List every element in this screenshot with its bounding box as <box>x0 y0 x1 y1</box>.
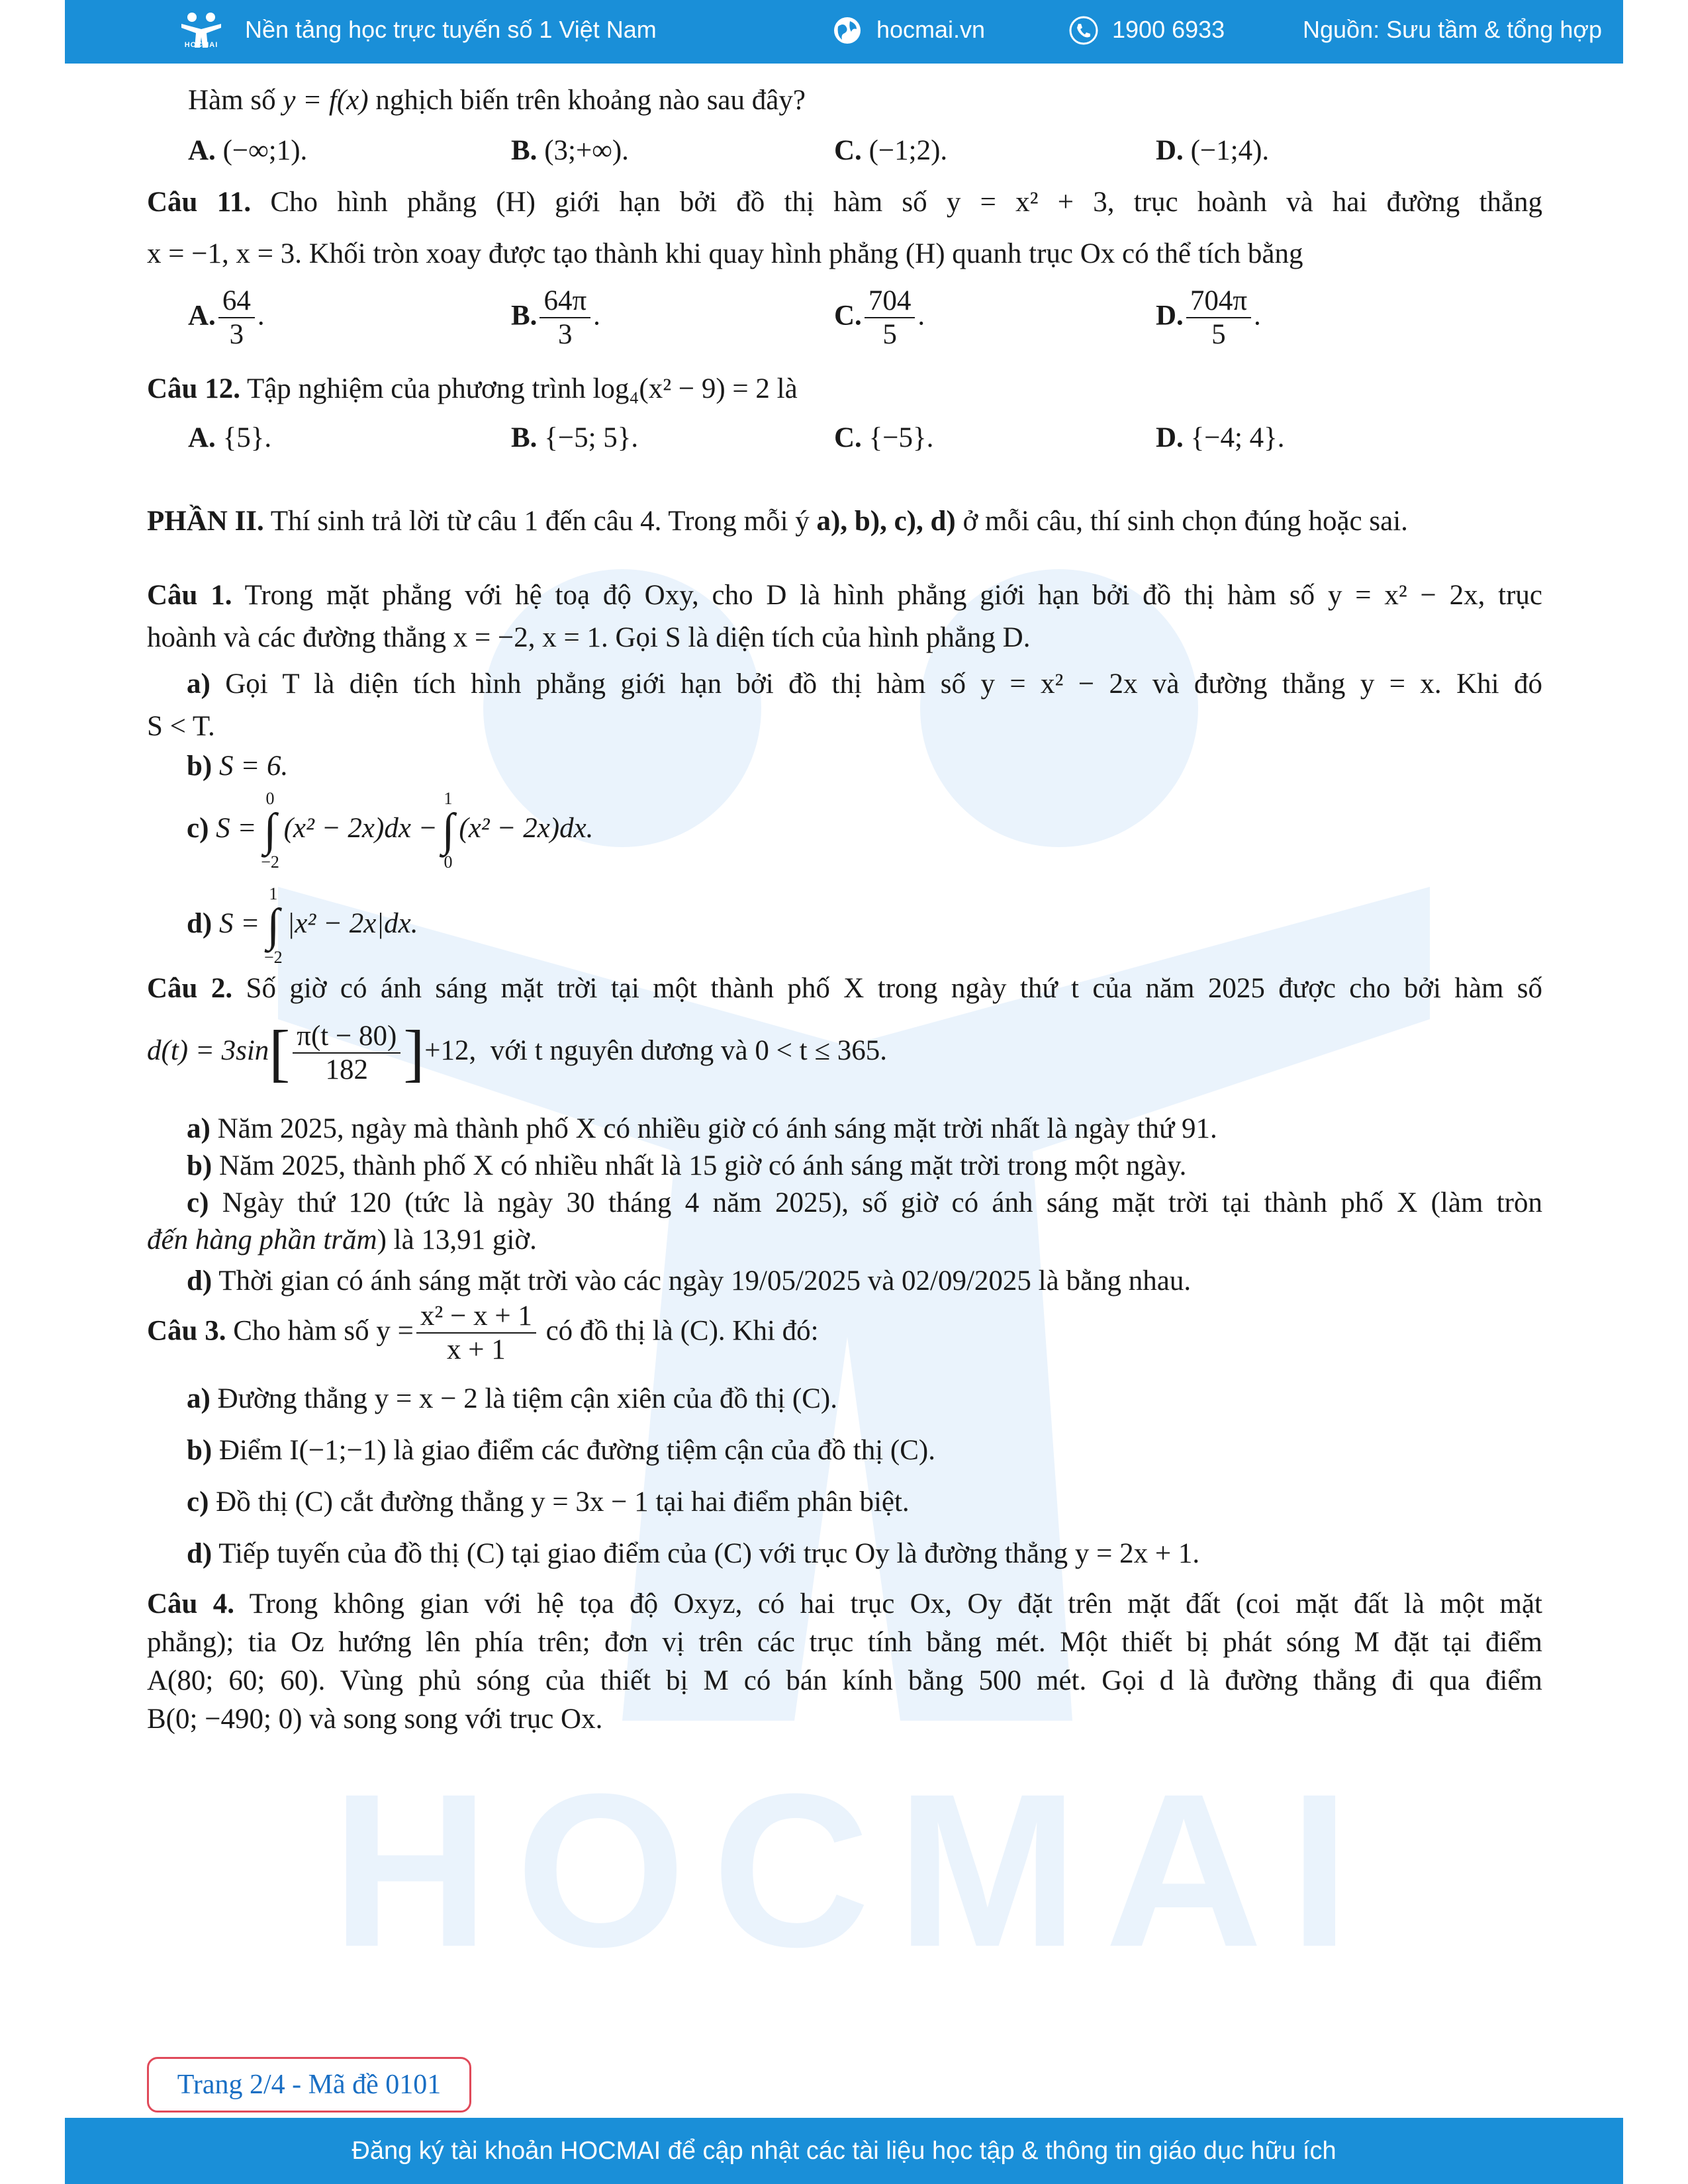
q10-option-d: D. (−1;4). <box>1156 135 1270 166</box>
p2q2-a: a) Năm 2025, ngày mà thành phố X có nhiều giờ có ánh sáng mặt trời nhất là ngày thứ 91. <box>187 1113 1217 1144</box>
q12-option-d: D. {−4; 4}. <box>1156 422 1285 453</box>
q12-option-b: B. {−5; 5}. <box>511 422 639 453</box>
q11-option-b: B. $\frac{64\pi}{3}$ . <box>511 285 600 351</box>
p2q1-line2: hoành và các đường thẳng x = −2, x = 1. Gọi S là diện tích của hình phẳng D. <box>147 622 1031 653</box>
q11-option-c: C. $\frac{704}{5}$ . <box>834 285 925 351</box>
p2q1-a-line1: a) Gọi T là diện tích hình phẳng giới hạn bởi đồ thị hàm số y = x² − 2x và đường thẳng y = x. Khi đó <box>187 668 1543 700</box>
p2q3-b: b) Điểm I(−1;−1) là giao điểm các đường tiệm cận của đồ thị (C). <box>187 1435 935 1466</box>
p2q3-stem: Câu 3. Cho hàm số y = $\frac{\text{x² − x + 1}}{x + 1}$ có đồ thị là (C). Khi đó: <box>147 1300 819 1366</box>
part2-heading: PHẦN II. Thí sinh trả lời từ câu 1 đến câu 4. Trong mỗi ý a), b), c), d) ở mỗi câu, thí sinh chọn đúng hoặc sai. <box>147 506 1408 537</box>
p2q4-line4: B(0; −490; 0) và song song với trục Ox. <box>147 1704 603 1735</box>
globe-icon <box>831 15 863 46</box>
p2q2-d: d) Thời gian có ánh sáng mặt trời vào các ngày 19/05/2025 và 02/09/2025 là bằng nhau. <box>187 1265 1192 1297</box>
header-bar <box>65 0 1623 64</box>
p2q4-line2: phẳng); tia Oz hướng lên phía trên; đơn vị trên các trục tính bằng mét. Một thiết bị phát sóng M đặt tại điểm <box>147 1627 1542 1658</box>
q11-line1: Câu 11. Cho hình phẳng (H) giới hạn bởi đồ thị hàm số y = x² + 3, trục hoành và hai đường thẳng <box>147 187 1542 218</box>
header-source: Nguồn: Sưu tầm & tổng hợp <box>1303 16 1602 43</box>
p2q2-c-line2: đến hàng phần trăm) là 13,91 giờ. <box>147 1224 537 1255</box>
p2q3-c: c) Đồ thị (C) cắt đường thẳng y = 3x − 1 tại hai điểm phân biệt. <box>187 1486 910 1518</box>
p2q1-line1: Câu 1. Trong mặt phẳng với hệ toạ độ Oxy, cho D là hình phẳng giới hạn bởi đồ thị hàm số y = x² − 2x, trục <box>147 580 1543 611</box>
q10-option-a: A. (−∞;1). <box>188 135 308 166</box>
p2q1-b: b) S = 6. <box>187 751 289 782</box>
p2q4-line1: Câu 4. Trong không gian với hệ tọa độ Oxyz, có hai trục Ox, Oy đặt trên mặt đất (coi mặt đất là một mặt <box>147 1588 1542 1619</box>
p2q2-b: b) Năm 2025, thành phố X có nhiều nhất là 15 giờ có ánh sáng mặt trời trong một ngày. <box>187 1150 1187 1181</box>
phone-icon <box>1068 15 1100 46</box>
p2q1-d: d) S = 1 ∫ −2 |x² − 2x|dx. <box>187 884 418 967</box>
q12-option-a: A. {5}. <box>188 422 272 453</box>
p2q3-a: a) Đường thẳng y = x − 2 là tiệm cận xiên của đồ thị (C). <box>187 1383 838 1414</box>
header-slogan: Nền tảng học trực tuyến số 1 Việt Nam <box>245 16 657 43</box>
footer-banner[interactable]: Đăng ký tài khoản HOCMAI để cập nhật các tài liệu học tập & thông tin giáo dục hữu ích <box>65 2118 1623 2184</box>
q11-option-a: A. $\frac{64}{3}$ . <box>188 285 265 351</box>
p2q2-c-line1: c) Ngày thứ 120 (tức là ngày 30 tháng 4 năm 2025), số giờ có ánh sáng mặt trời tại thành phố X (làm tròn <box>187 1187 1543 1218</box>
q11-option-d: D. $\frac{704\pi}{5}$ . <box>1156 285 1261 351</box>
q10-option-b: B. (3;+∞). <box>511 135 629 166</box>
header-site-link[interactable]: hocmai.vn <box>876 16 986 43</box>
p2q2-formula: d(t) = 3sin[ $\frac{\pi(t - 80)}{182}$ ]+12, với t nguyên dương và 0 < t ≤ 365. <box>147 1017 887 1088</box>
p2q4-line3: A(80; 60; 60). Vùng phủ sóng của thiết bị M có bán kính bằng 500 mét. Gọi d là đường thẳng đi qua điểm <box>147 1665 1542 1696</box>
q12-option-c: C. {−5}. <box>834 422 934 453</box>
p2q3-d: d) Tiếp tuyến của đồ thị (C) tại giao điểm của (C) với trục Oy là đường thẳng y = 2x + 1. <box>187 1538 1200 1569</box>
q10-option-c: C. (−1;2). <box>834 135 948 166</box>
p2q1-c: c) S = 0 ∫ −2 (x² − 2x)dx − 1 ∫ 0 (x² − 2x)dx. <box>187 789 594 872</box>
q11-line2: x = −1, x = 3. Khối tròn xoay được tạo thành khi quay hình phẳng (H) quanh trục Ox có thể tích bằng <box>147 238 1303 269</box>
logo-text: HOCMAI <box>184 41 218 49</box>
p2q1-a-line2: S < T. <box>147 711 215 742</box>
p2q2-line1: Câu 2. Số giờ có ánh sáng mặt trời tại một thành phố X trong ngày thứ t của năm 2025 được cho bởi hàm số <box>147 973 1543 1004</box>
header-phone[interactable]: 1900 6933 <box>1112 16 1225 43</box>
page-number-box: Trang 2/4 - Mã đề 0101 <box>147 2057 471 2113</box>
q10-stem: Hàm số y = f(x) nghịch biến trên khoảng nào sau đây? <box>188 85 806 116</box>
watermark-text: HOCMAI <box>331 1748 1377 1992</box>
q12-stem: Câu 12. Tập nghiệm của phương trình log₄(x² − 9) = 2 là <box>147 373 798 404</box>
